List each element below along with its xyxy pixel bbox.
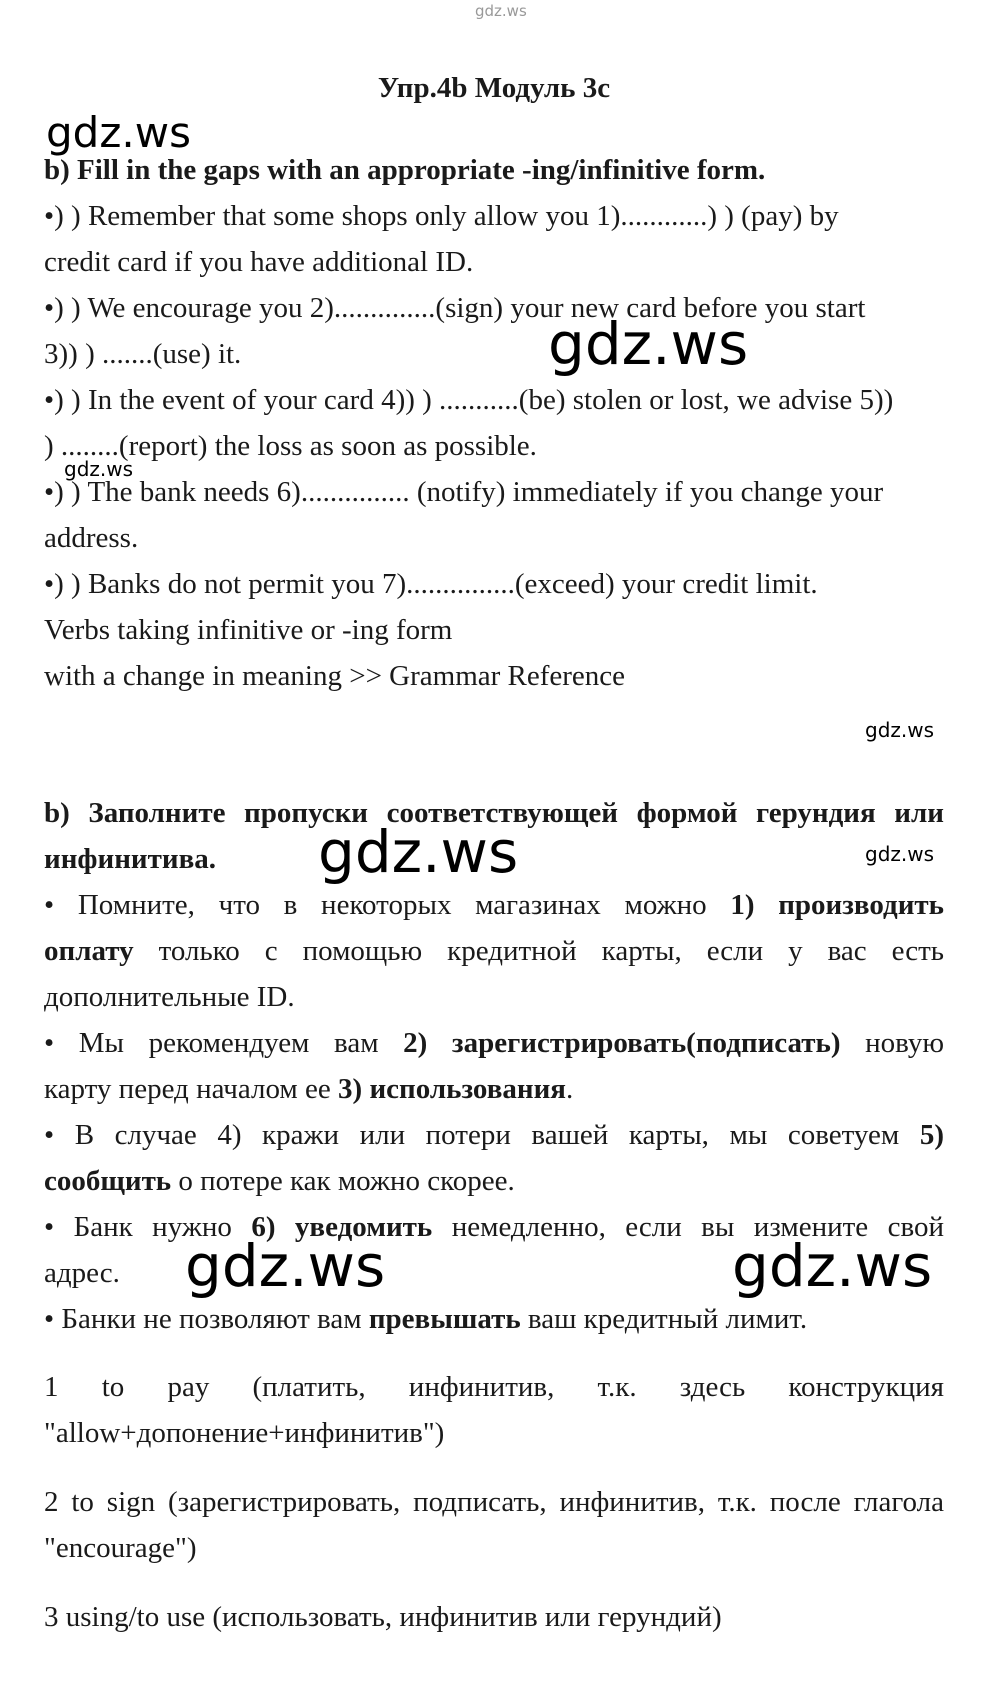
english-line-1: •) ) Remember that some shops only allow you 1)............) ) (pay) by (44, 200, 839, 232)
answer-1-line1: 1 to pay (платить, инфинитив, т.к. здесь конструкция (44, 1371, 944, 1403)
answer-2-line2: "encourage") (44, 1532, 197, 1564)
english-line-2: credit card if you have additional ID. (44, 246, 474, 278)
english-line-11: with a change in meaning >> Grammar Reference (44, 660, 626, 692)
russian-s2-line1: • Мы рекомендуем вам 2) зарегистрировать(подписать) новую (44, 1027, 945, 1059)
russian-s4-line2: адрес. (44, 1257, 120, 1289)
english-line-3: •) ) We encourage you 2)..............(sign) your new card before you start (44, 292, 866, 324)
watermark-7: gdz.ws (185, 1232, 386, 1300)
russian-s3-line2: сообщить о потере как можно скорее. (44, 1165, 515, 1197)
english-line-5: •) ) In the event of your card 4)) ) ...........(be) stolen or lost, we advise 5)) (44, 384, 894, 416)
english-line-6: ) ........(report) the loss as soon as possible. (44, 430, 537, 462)
watermark-5: gdz.ws (318, 818, 519, 886)
russian-s1-line3: дополнительные ID. (44, 981, 295, 1013)
watermark-2: gdz.ws (548, 310, 749, 378)
watermark-1: gdz.ws (46, 108, 191, 157)
russian-s5-line1: • Банки не позволяют вам превышать ваш кредитный лимит. (44, 1303, 808, 1335)
answer-3-line1: 3 using/to use (использовать, инфинитив или герундий) (44, 1601, 722, 1633)
russian-s2-line2: карту перед началом ее 3) использования. (44, 1073, 574, 1105)
english-heading: b) Fill in the gaps with an appropriate -ing/infinitive form. (44, 154, 766, 186)
english-line-10: Verbs taking infinitive or -ing form (44, 614, 453, 646)
russian-heading-1: b) Заполните пропуски соответствующей формой герундия или (44, 797, 944, 829)
english-line-9: •) ) Banks do not permit you 7)...............(exceed) your credit limit. (44, 568, 818, 600)
watermark-3: gdz.ws (64, 457, 134, 481)
watermark-4: gdz.ws (865, 718, 935, 742)
watermark-top: gdz.ws (475, 2, 527, 20)
answer-2-line1: 2 to sign (зарегистрировать, подписать, инфинитив, т.к. после глагола (44, 1486, 944, 1518)
page-title: Упр.4b Модуль 3с (377, 72, 611, 104)
russian-heading-2: инфинитива. (44, 843, 216, 875)
watermark-8: gdz.ws (732, 1232, 933, 1300)
english-line-7: •) ) The bank needs 6)............... (notify) immediately if you change your (44, 476, 884, 508)
answer-1-line2: "allow+допонение+инфинитив") (44, 1417, 445, 1449)
russian-s1-line1: • Помните, что в некоторых магазинах можно 1) производить (44, 889, 944, 921)
russian-s3-line1: • В случае 4) кражи или потери вашей карты, мы советуем 5) (44, 1119, 944, 1151)
russian-s1-line2: оплату только с помощью кредитной карты, если у вас есть (44, 935, 944, 967)
watermark-6: gdz.ws (865, 842, 935, 866)
english-line-4: 3)) ) .......(use) it. (44, 338, 242, 370)
english-line-8: address. (44, 522, 139, 554)
russian-s4-line1: • Банк нужно 6) уведомить немедленно, если вы измените свой (44, 1211, 944, 1243)
